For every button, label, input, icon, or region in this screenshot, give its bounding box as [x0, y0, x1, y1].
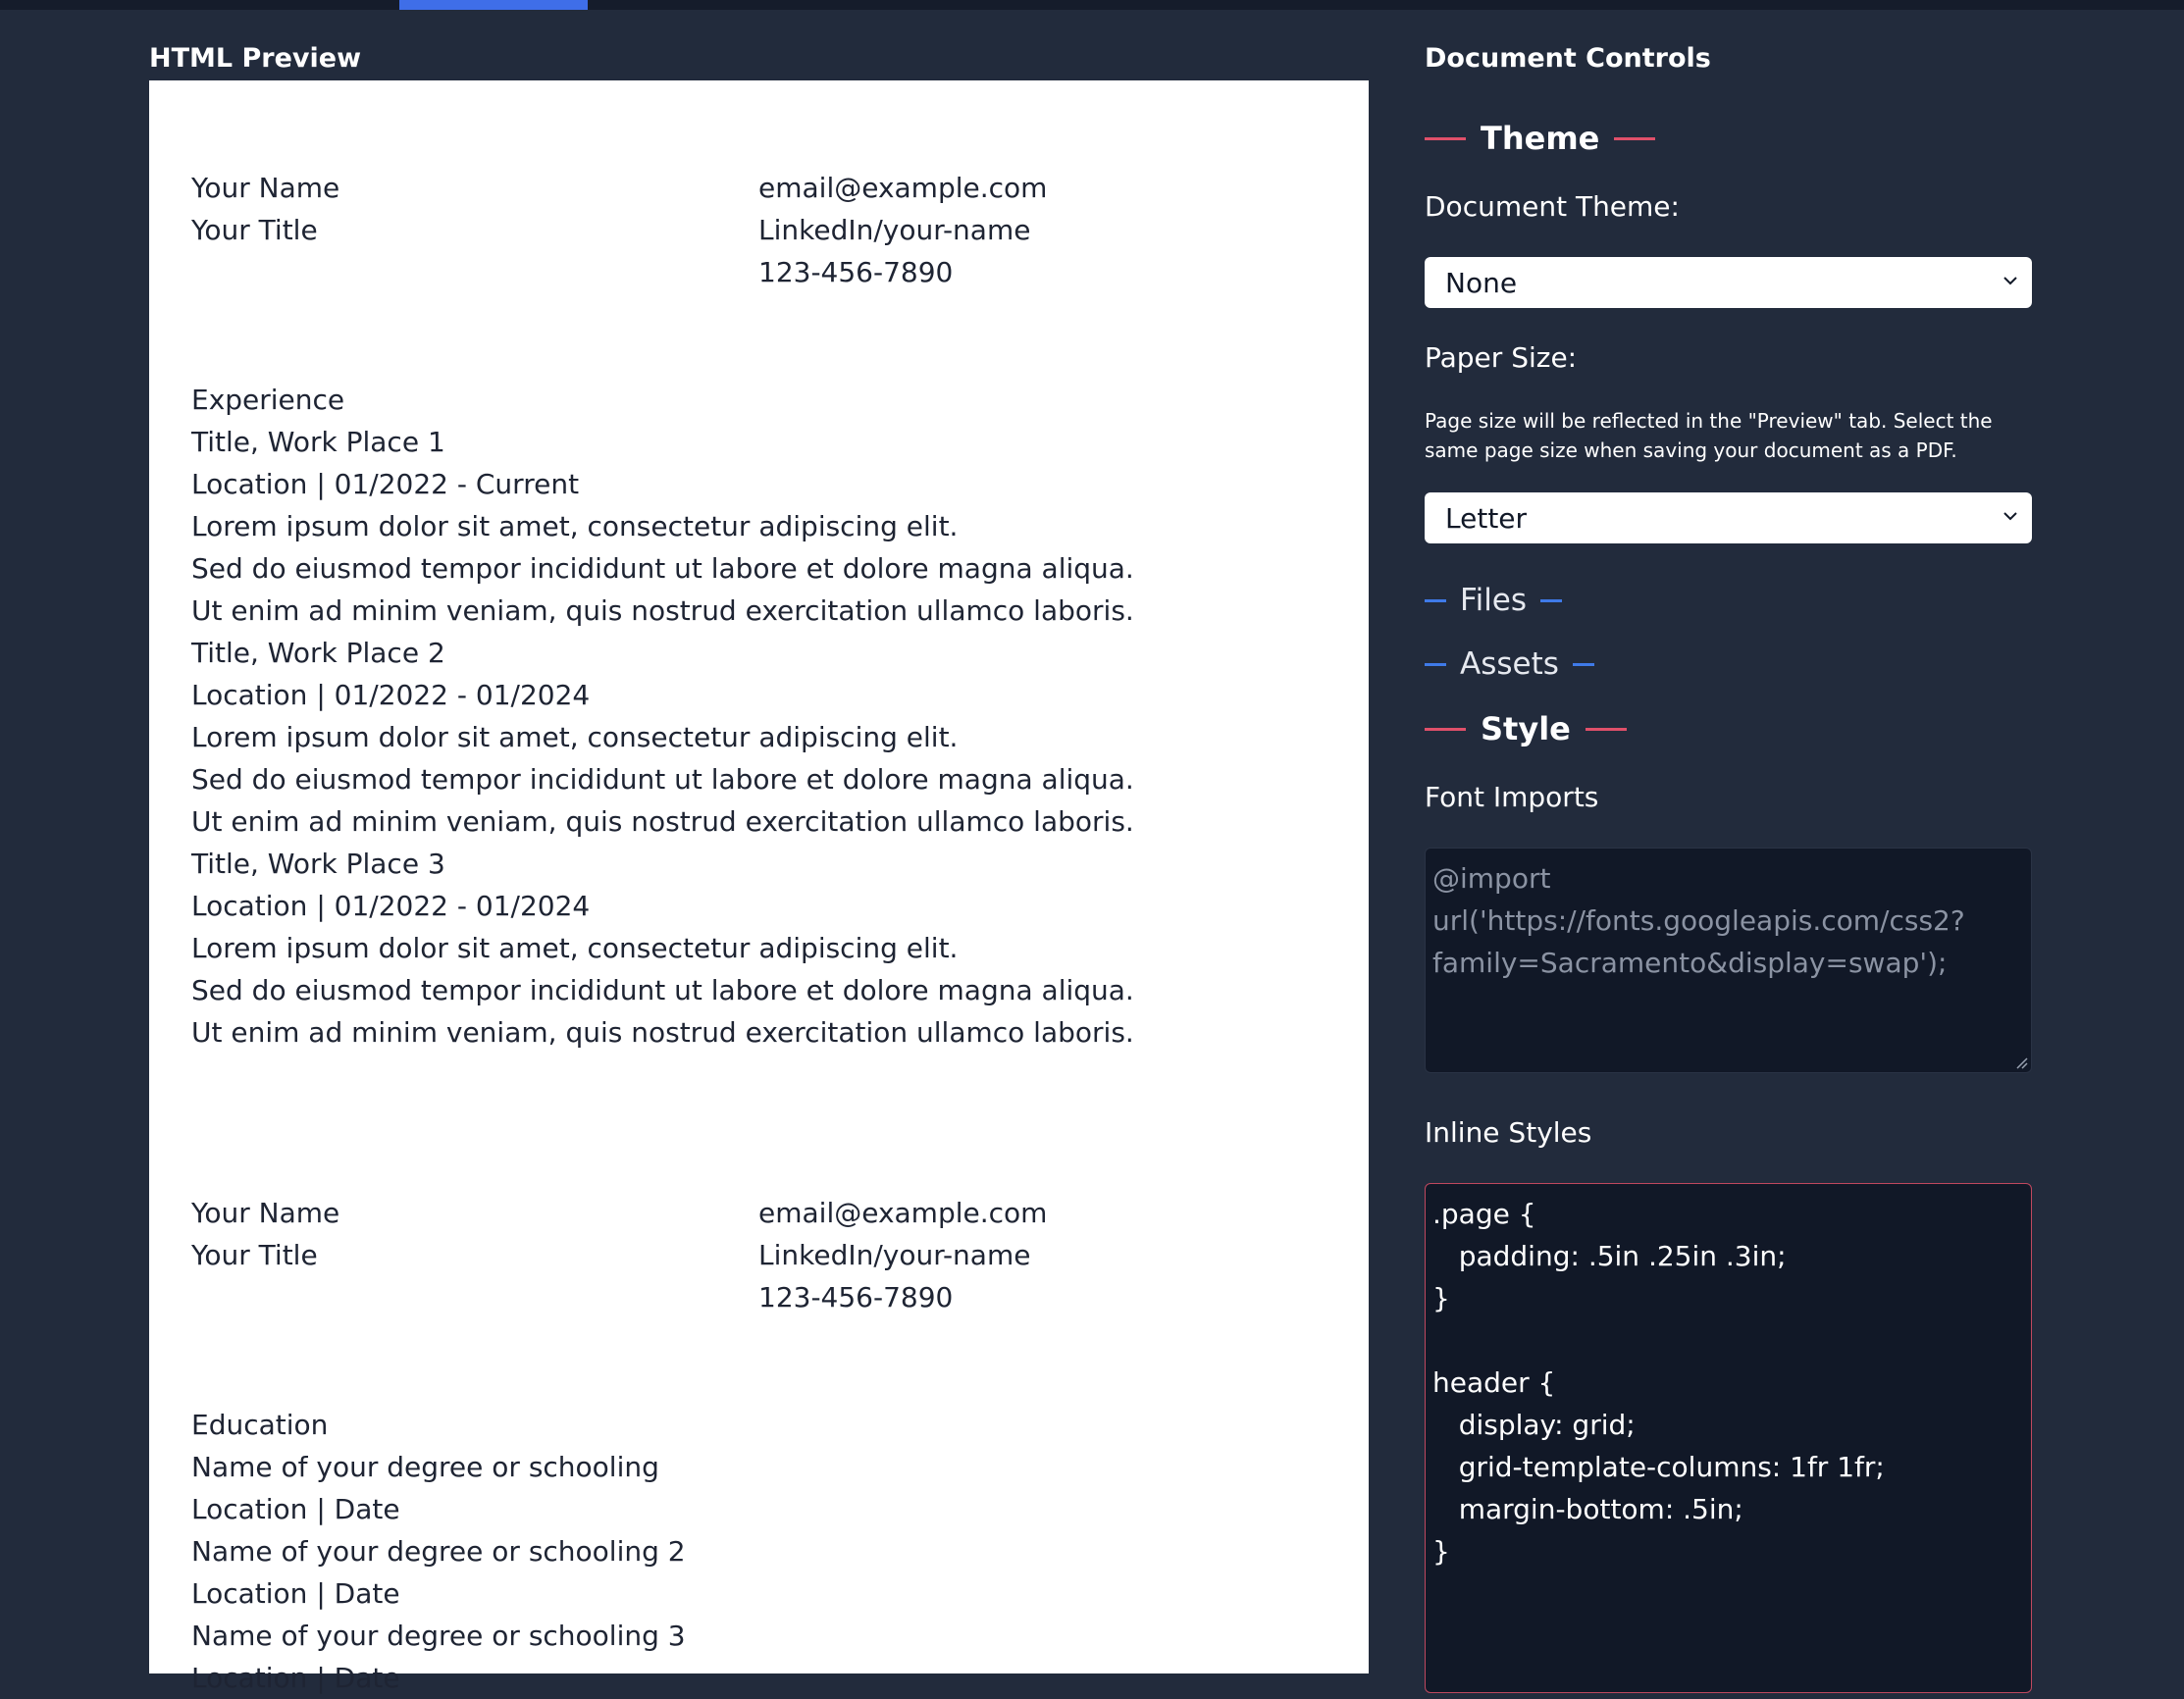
font-imports-textarea[interactable] [1425, 848, 2032, 1073]
font-imports-label: Font Imports [1425, 781, 1599, 813]
code-line: display: grid; [1432, 1409, 1636, 1441]
job-line: Sed do eiusmod tempor incididunt ut labore et dolore magna aliqua. [191, 552, 1134, 585]
code-line: } [1432, 1282, 1450, 1314]
job-meta: Location | 01/2022 - 01/2024 [191, 679, 591, 711]
code-line: margin-bottom: .5in; [1432, 1493, 1743, 1525]
heading-dash [1425, 137, 1466, 140]
resume-title: Your Title [191, 1239, 318, 1271]
job-title: Title, Work Place 1 [191, 426, 445, 458]
heading-dash [1425, 663, 1446, 666]
job-title: Title, Work Place 2 [191, 637, 445, 669]
resume-title: Your Title [191, 214, 318, 246]
section-title-experience: Experience [191, 384, 345, 416]
paper-size-label: Paper Size: [1425, 341, 1578, 374]
paper-size-select[interactable] [1425, 492, 2032, 543]
code-line: .page { [1432, 1198, 1536, 1230]
education-item: Name of your degree or schooling [191, 1451, 659, 1483]
code-line: } [1432, 1535, 1450, 1568]
job-line: Ut enim ad minim veniam, quis nostrud exercitation ullamco laboris. [191, 805, 1134, 838]
html-preview-page [149, 80, 1369, 1694]
paper-size-value: Letter [1445, 502, 1528, 535]
education-item: Name of your degree or schooling 3 [191, 1620, 686, 1652]
placeholder-line: url('https://fonts.googleapis.com/css2? [1432, 904, 1965, 937]
job-line: Lorem ipsum dolor sit amet, consectetur adipiscing elit. [191, 932, 959, 964]
heading-dash [1573, 663, 1594, 666]
heading-dash [1540, 599, 1562, 602]
job-meta: Location | 01/2022 - Current [191, 468, 580, 500]
code-line: grid-template-columns: 1fr 1fr; [1432, 1451, 1885, 1483]
preview-title: HTML Preview [149, 43, 362, 74]
top-nav-bar [0, 0, 2184, 10]
job-line: Lorem ipsum dolor sit amet, consectetur adipiscing elit. [191, 510, 959, 542]
document-theme-select[interactable] [1425, 257, 2032, 308]
job-line: Ut enim ad minim veniam, quis nostrud exercitation ullamco laboris. [191, 594, 1134, 627]
assets-section-toggle[interactable] [1425, 646, 1594, 682]
heading-dash [1425, 728, 1466, 731]
files-section-toggle[interactable] [1425, 583, 1562, 618]
theme-heading: Theme [1481, 120, 1600, 157]
style-section-toggle[interactable] [1425, 710, 1627, 747]
resume-phone: 123-456-7890 [758, 1281, 954, 1313]
resume-linkedin: LinkedIn/your-name [758, 1239, 1031, 1271]
resume-name: Your Name [191, 1197, 340, 1229]
job-line: Sed do eiusmod tempor incididunt ut labore et dolore magna aliqua. [191, 974, 1134, 1006]
document-theme-value: None [1445, 267, 1518, 299]
resume-phone: 123-456-7890 [758, 256, 954, 288]
education-meta: Location | Date [191, 1577, 400, 1610]
inline-styles-textarea[interactable] [1425, 1183, 2032, 1693]
chevron-down-icon [2002, 275, 2018, 286]
education-meta: Location | Date [191, 1662, 400, 1694]
files-heading: Files [1460, 583, 1528, 618]
paper-size-help: Page size will be reflected in the "Preview" tab. Select the same page size when saving your document as a PDF. [1425, 409, 1993, 462]
education-item: Name of your degree or schooling 2 [191, 1535, 686, 1568]
assets-heading: Assets [1460, 646, 1559, 682]
resize-grip-icon[interactable] [2014, 1055, 2028, 1069]
document-theme-label: Document Theme: [1425, 190, 1680, 223]
job-line: Sed do eiusmod tempor incididunt ut labore et dolore magna aliqua. [191, 763, 1134, 796]
code-line: padding: .5in .25in .3in; [1432, 1240, 1787, 1272]
placeholder-line: family=Sacramento&display=swap'); [1432, 947, 1948, 979]
code-line: header { [1432, 1366, 1556, 1399]
theme-section-toggle[interactable] [1425, 120, 1655, 157]
resume-email: email@example.com [758, 172, 1048, 204]
heading-dash [1425, 599, 1446, 602]
active-tab-indicator[interactable] [399, 0, 588, 10]
job-line: Lorem ipsum dolor sit amet, consectetur adipiscing elit. [191, 721, 959, 753]
heading-dash [1614, 137, 1655, 140]
chevron-down-icon [2002, 510, 2018, 522]
resume-name: Your Name [191, 172, 340, 204]
section-title-education: Education [191, 1409, 329, 1441]
controls-title: Document Controls [1425, 43, 1711, 74]
heading-dash [1586, 728, 1627, 731]
job-title: Title, Work Place 3 [191, 848, 445, 880]
resume-linkedin: LinkedIn/your-name [758, 214, 1031, 246]
style-heading: Style [1481, 710, 1571, 747]
inline-styles-label: Inline Styles [1425, 1116, 1592, 1149]
job-meta: Location | 01/2022 - 01/2024 [191, 890, 591, 922]
education-meta: Location | Date [191, 1493, 400, 1525]
job-line: Ut enim ad minim veniam, quis nostrud exercitation ullamco laboris. [191, 1016, 1134, 1049]
resume-email: email@example.com [758, 1197, 1048, 1229]
placeholder-line: @import [1432, 862, 1551, 895]
